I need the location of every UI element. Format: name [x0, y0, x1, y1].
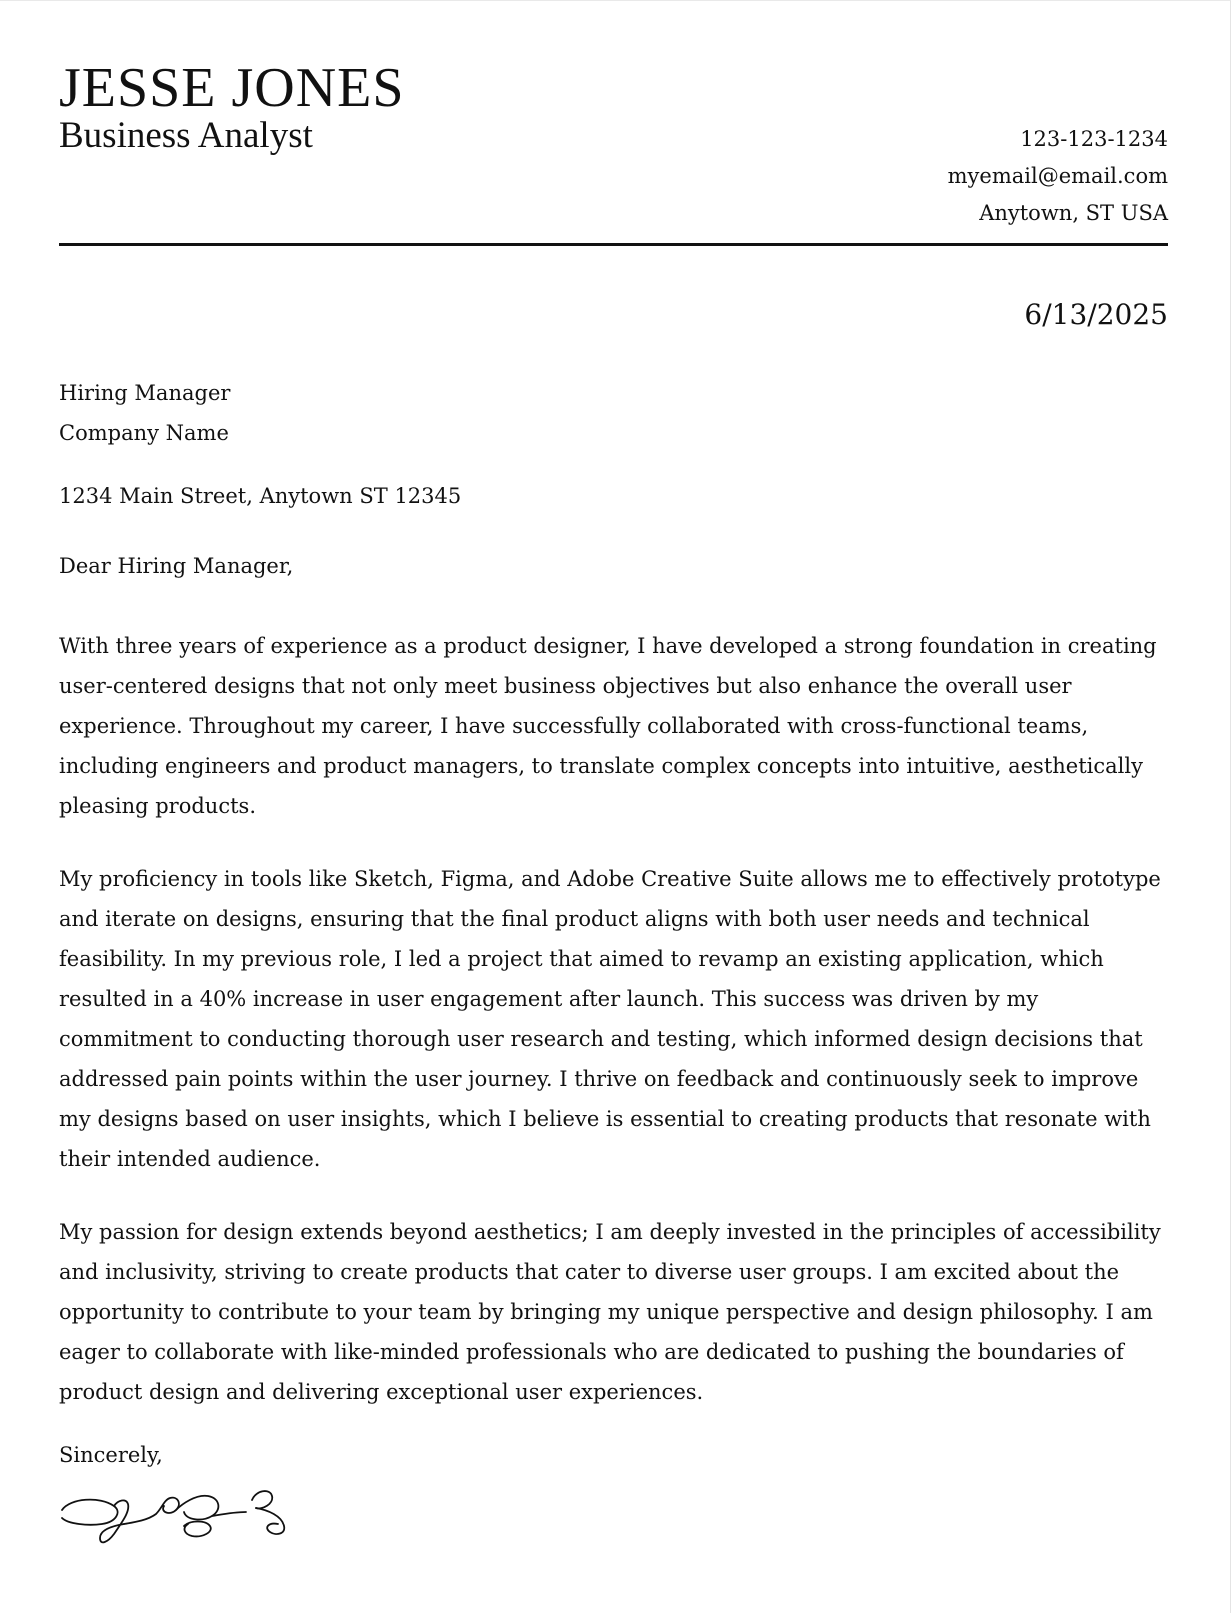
recipient-block: [59, 373, 230, 453]
recipient-name: Hiring Manager: [59, 381, 231, 405]
contact-block: [948, 121, 1168, 232]
header-divider: [59, 243, 1168, 246]
closing: Sincerely,: [59, 1443, 163, 1467]
contact-email: myemail@email.com: [947, 164, 1168, 188]
job-title: Business Analyst: [59, 115, 313, 156]
body-paragraph-2: My proficiency in tools like Sketch, Figma, and Adobe Creative Suite allows me to effectively prototype and iterate on designs, ensuring that the final product aligns with both user needs and technical feasibility. In my previous role, I led a project that aimed to revamp an existing application, which resulted in a 40% increase in user engagement after launch. This success was driven by my commitment to conducting thorough user research and testing, which informed design decisions that addressed pain points within the user journey. I thrive on feedback and continuously seek to improve my designs based on user insights, which I believe is essential to creating products that resonate with their intended audience.: [59, 867, 1161, 1171]
contact-phone: 123-123-1234: [1020, 127, 1168, 151]
recipient-company: Company Name: [59, 421, 229, 445]
body-paragraph-1: With three years of experience as a product designer, I have developed a strong foundation in creating user-centered designs that not only meet business objectives but also enhance the overall user experience. Throughout my career, I have successfully collaborated with cross-functional teams, including engineers and product managers, to translate complex concepts into intuitive, aesthetically pleasing products.: [59, 634, 1157, 818]
body-paragraph-3: My passion for design extends beyond aesthetics; I am deeply invested in the principles of accessibility and inclusivity, striving to create products that cater to diverse user groups. I am excited about the opportunity to contribute to your team by bringing my unique perspective and design philosophy. I am eager to collaborate with like-minded professionals who are dedicated to pushing the boundaries of product design and delivering exceptional user experiences.: [59, 1220, 1161, 1404]
contact-location: Anytown, ST USA: [979, 201, 1168, 225]
signature-scribble: [56, 1482, 296, 1552]
letter-date: 6/13/2025: [1024, 298, 1168, 331]
applicant-name: JESSE JONES: [59, 57, 405, 119]
salutation: Dear Hiring Manager,: [59, 554, 294, 578]
recipient-address: 1234 Main Street, Anytown ST 12345: [59, 484, 462, 508]
